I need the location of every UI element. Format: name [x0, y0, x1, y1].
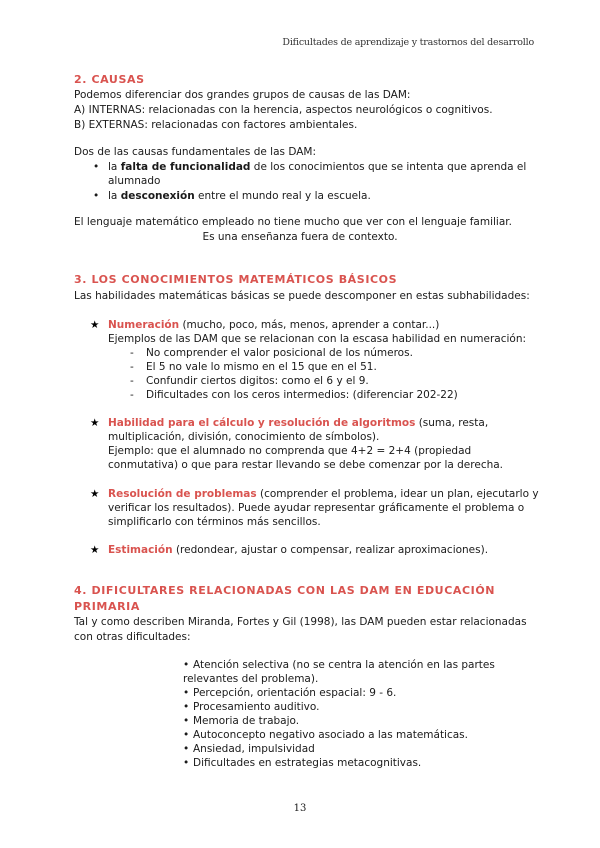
section-heading-dificultades-cont: PRIMARIA — [74, 600, 140, 613]
section-heading-causas: 2. CAUSAS — [74, 73, 145, 86]
dificultad-item-cont: relevantes del problema). — [183, 673, 319, 685]
lenguaje-line-2: Es una enseñanza fuera de contexto. — [202, 231, 398, 243]
dificultad-item: Dificultades en estrategias metacognitivas. — [193, 757, 422, 769]
problemas-desc: (comprender el problema, idear un plan, ejecutarlo y — [259, 488, 539, 500]
dificultad-item: Percepción, orientación espacial: 9 - 6. — [193, 687, 397, 699]
estimacion-desc: (redondear, ajustar o compensar, realizar aproximaciones). — [175, 544, 489, 556]
numeracion-examples-intro: Ejemplos de las DAM que se relacionan con la escasa habilidad en numeración: — [108, 333, 527, 345]
dificultades-intro-1: Tal y como describen Miranda, Fortes y Gil (1998), las DAM pueden estar relacionadas — [74, 616, 527, 628]
problemas-line-3: simplificarlo con términos más sencillos. — [108, 516, 321, 528]
causa-funcionalidad — [108, 160, 526, 174]
page-number: 13 — [293, 803, 307, 814]
calculo-line-2: multiplicación, división, conocimiento de símbolos). — [108, 431, 380, 443]
lenguaje-line-1: El lenguaje matemático empleado no tiene mucho que ver con el lenguaje familiar. — [74, 216, 512, 228]
bullet-icon: • — [93, 161, 100, 173]
dash-icon: - — [130, 375, 134, 387]
dash-icon: - — [130, 389, 134, 401]
dash-icon: - — [130, 347, 134, 359]
section-heading-conocimientos: 3. LOS CONOCIMIENTOS MATEMÁTICOS BÁSICOS — [74, 273, 398, 286]
numeracion-desc: (mucho, poco, más, menos, aprender a contar...) — [182, 319, 440, 331]
dificultad-item: Memoria de trabajo. — [193, 715, 300, 727]
problemas-line-2: verificar los resultados). Puede ayudar representar gráficamente el problema o — [108, 502, 525, 514]
causas-externas: B) EXTERNAS: relacionadas con factores ambientales. — [74, 119, 358, 131]
bullet-icon: • — [183, 743, 190, 755]
dificultad-item: Ansiedad, impulsividad — [193, 743, 315, 755]
bullet-icon: • — [183, 729, 190, 741]
causa-desconexion — [108, 189, 371, 203]
dificultades-intro-2: con otras dificultades: — [74, 631, 191, 643]
bold-term: falta de funcionalidad — [120, 161, 251, 173]
dificultad-item: Autoconcepto negativo asociado a las matemáticas. — [193, 729, 468, 741]
calculo-line-4: conmutativa) o que para restar llevando se debe comenzar por la derecha. — [108, 459, 504, 471]
calculo-desc: (suma, resta, — [418, 417, 489, 429]
bullet-icon: • — [183, 757, 190, 769]
numeracion-label: Numeración — [108, 319, 180, 331]
problemas-label: Resolución de problemas — [108, 488, 257, 500]
section-heading-dificultades: 4. DIFICULTARES RELACIONADAS CON LAS DAM EN EDUCACIÓN — [74, 584, 496, 597]
dificultad-item: Procesamiento auditivo. — [193, 701, 320, 713]
star-icon: ★ — [90, 488, 100, 500]
calculo-line — [108, 416, 488, 430]
bullet-icon: • — [183, 687, 190, 699]
text-fragment: entre el mundo real y la escuela. — [198, 190, 371, 202]
bullet-icon: • — [93, 190, 100, 202]
dificultad-item: Atención selectiva (no se centra la atención en las partes — [193, 659, 495, 671]
causas-intro: Podemos diferenciar dos grandes grupos de causas de las DAM: — [74, 89, 411, 101]
numeracion-item: El 5 no vale lo mismo en el 15 que en el 51. — [146, 361, 377, 373]
bullet-icon: • — [183, 659, 190, 671]
numeracion-item: Dificultades con los ceros intermedios: (diferenciar 202-22) — [146, 389, 458, 401]
causas-fundamentales-intro: Dos de las causas fundamentales de las DAM: — [74, 146, 317, 158]
causa-funcionalidad-cont: alumnado — [108, 175, 161, 187]
text-fragment: la — [108, 161, 118, 173]
bullet-icon: • — [183, 701, 190, 713]
running-header: Dificultades de aprendizaje y trastornos del desarrollo — [282, 37, 534, 48]
numeracion-line — [108, 318, 439, 332]
star-icon: ★ — [90, 544, 100, 556]
bullet-icon: • — [183, 715, 190, 727]
text-fragment: de los conocimientos que se intenta que aprenda el — [253, 161, 527, 173]
numeracion-item: Confundir ciertos digitos: como el 6 y el 9. — [146, 375, 369, 387]
numeracion-item: No comprender el valor posicional de los números. — [146, 347, 413, 359]
causas-internas: A) INTERNAS: relacionadas con la herencia, aspectos neurológicos o cognitivos. — [74, 104, 493, 116]
bold-term: desconexión — [120, 190, 195, 202]
star-icon: ★ — [90, 417, 100, 429]
text-fragment: la — [108, 190, 118, 202]
conocimientos-intro: Las habilidades matemáticas básicas se puede descomponer en estas subhabilidades: — [74, 290, 530, 302]
estimacion-line — [108, 543, 488, 557]
star-icon: ★ — [90, 319, 100, 331]
dash-icon: - — [130, 361, 134, 373]
estimacion-label: Estimación — [108, 544, 173, 556]
calculo-label: Habilidad para el cálculo y resolución de algoritmos — [108, 417, 416, 429]
calculo-line-3: Ejemplo: que el alumnado no comprenda que 4+2 = 2+4 (propiedad — [108, 445, 472, 457]
problemas-line — [108, 487, 539, 501]
